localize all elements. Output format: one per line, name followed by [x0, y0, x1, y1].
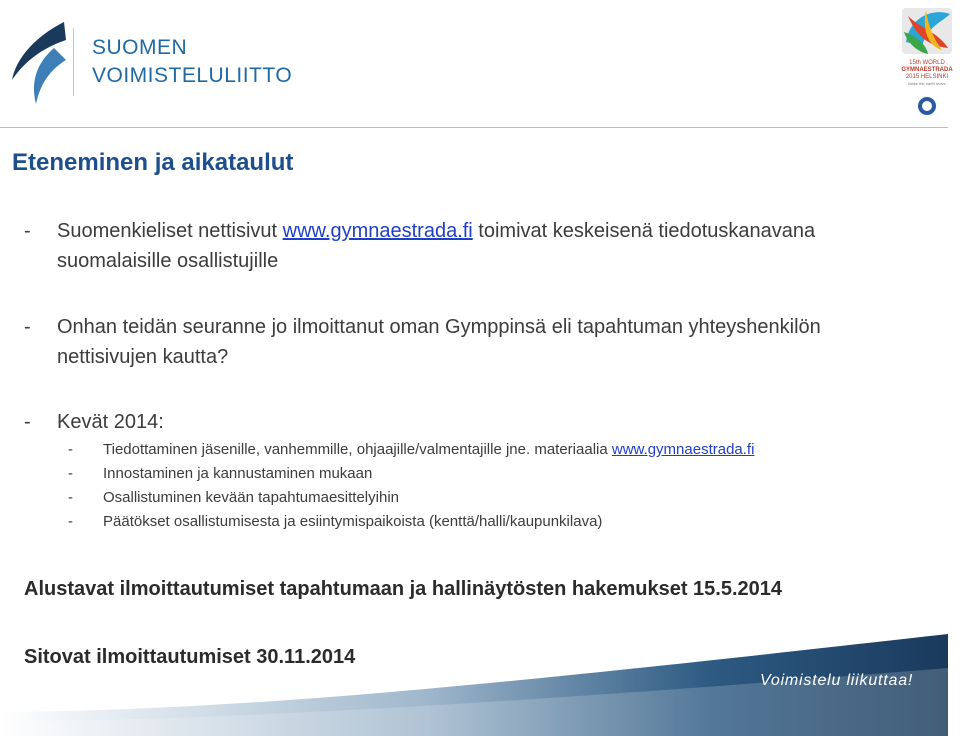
logo-divider — [73, 28, 74, 96]
bullet-dash: - — [24, 220, 31, 242]
sub-bullet-dash: - — [68, 489, 73, 506]
sub-bullet-3 — [68, 486, 754, 510]
bullet-1-text-post: toimivat keskeisenä tiedotuskanavana — [472, 220, 816, 242]
event-logo-line3: 2015 HELSINKI — [905, 74, 949, 80]
header-rule — [0, 127, 948, 128]
sub-bullet-dash: - — [68, 465, 73, 482]
sub-bullet-2 — [68, 462, 754, 486]
org-name-line1: SUOMEN — [92, 36, 188, 59]
org-name-line2: VOIMISTELULIITTO — [92, 64, 293, 87]
bullet-1-continuation: suomalaisille osallistujille — [57, 250, 279, 272]
bullet-1-text-pre: Suomenkieliset nettisivut — [57, 220, 283, 242]
bullet-2-text: Onhan teidän seuranne jo ilmoittanut oman Gymppinsä eli tapahtuman yhteyshenkilön — [57, 316, 821, 338]
gymnaestrada-link[interactable]: www.gymnaestrada.fi — [282, 220, 473, 242]
bullet-dash: - — [24, 316, 31, 338]
gymnaestrada-link-materials[interactable]: www.gymnaestrada.fi — [611, 441, 755, 458]
sub-bullet-2-text: Innostaminen ja kannustaminen mukaan — [103, 465, 373, 482]
bullet-dash: - — [24, 411, 31, 433]
bullet-2-continuation: nettisivujen kautta? — [57, 346, 229, 368]
sub-bullet-4-text: Päätökset osallistumisesta ja esiintymispaikoista (kenttä/halli/kaupunkilava) — [103, 513, 603, 530]
sub-bullet-dash: - — [68, 513, 73, 530]
event-logo-tag: Make the earth move — [908, 81, 946, 86]
bullet-3-text: Kevät 2014: — [57, 411, 164, 433]
sub-bullet-list — [68, 438, 754, 534]
sub-bullet-4 — [68, 510, 754, 534]
bullet-1 — [24, 216, 815, 276]
deadline-binding: Sitovat ilmoittautumiset 30.11.2014 — [24, 646, 356, 668]
sub-bullet-3-text: Osallistuminen kevään tapahtumaesittelyihin — [103, 489, 399, 506]
event-logo-line1: 15th WORLD — [909, 60, 945, 66]
bullet-2 — [24, 312, 821, 372]
sub-bullet-1 — [68, 438, 754, 462]
bullet-3 — [24, 407, 164, 437]
deadline-preliminary: Alustavat ilmoittautumiset tapahtumaan ja hallinäytösten hakemukset 15.5.2014 — [24, 578, 783, 600]
sub-bullet-1-text: Tiedottaminen jäsenille, vanhemmille, ohjaajille/valmentajille jne. materiaalia — [103, 441, 612, 458]
sub-bullet-dash: - — [68, 441, 73, 458]
event-logo-line2: GYMNAESTRADA — [901, 67, 953, 73]
gymnaestrada-2015-logo — [898, 2, 956, 122]
footer-slogan: Voimistelu liikuttaa! — [760, 672, 914, 689]
page-title: Eteneminen ja aikataulut — [12, 149, 294, 176]
voimisteluliitto-logo-mark — [6, 18, 86, 110]
